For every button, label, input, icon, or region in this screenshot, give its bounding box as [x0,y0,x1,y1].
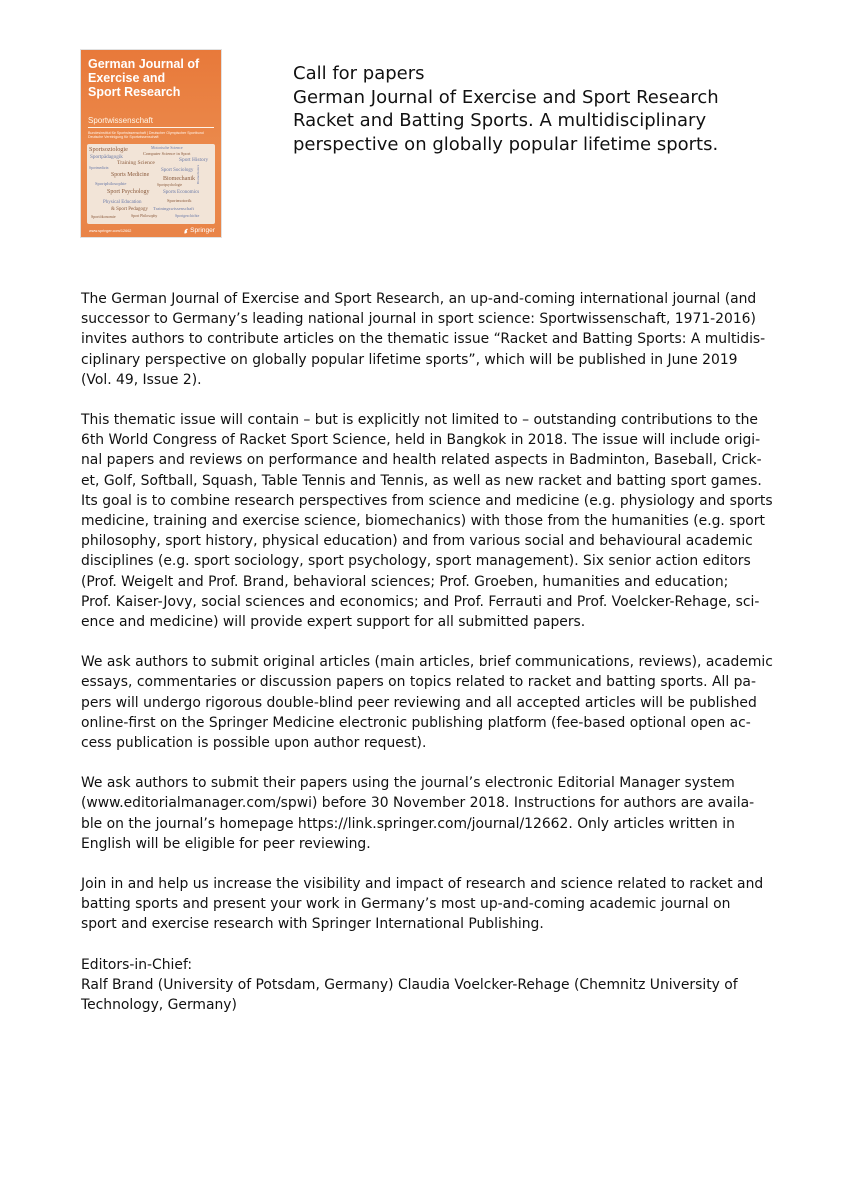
text-line: 6th World Congress of Racket Sport Science, held in Bangkok in 2018. The issue will include origi- [81,432,761,449]
cover-word-cloud [87,144,215,224]
text-line: invites authors to contribute articles on the thematic issue “Racket and Batting Sports: A multidis- [81,331,766,348]
text-line: ble on the journal’s homepage https://link.springer.com/journal/12662. Only articles written in [81,815,735,832]
cover-word: Biomechanics [196,164,200,184]
paragraph-submission-process [81,773,781,854]
cover-word: Sport Sociology [161,168,194,173]
cover-publisher [183,227,215,234]
text-line: We ask authors to submit their papers using the journal’s electronic Editorial Manager system [81,775,735,792]
cover-divider [88,127,214,128]
editors-in-chief [81,955,781,1016]
text-line: disciplines (e.g. sport sociology, sport psychology, sport management). Six senior action editors [81,553,751,570]
text-line: (www.editorialmanager.com/spwi) before 30 November 2018. Instructions for authors are availa- [81,795,755,812]
cover-publisher-name: Springer [190,227,215,234]
cover-word: Trainingswissenschaft [153,206,194,211]
cover-word: Sportmedizin [89,166,109,170]
cover-word: Sport History [179,157,209,163]
cover-url: www.springer.com/12662 [89,229,132,233]
cover-word: Sportgeschichte [175,214,200,218]
springer-horse-icon [183,228,189,234]
cover-word: Sportmotorik [167,198,192,203]
text-line: successor to Germany’s leading national journal in sport science: Sportwissenschaft, 1971-2016) [81,311,756,328]
text-line: (Vol. 49, Issue 2). [81,371,202,388]
text-line: cess publication is possible upon author request). [81,735,427,752]
paragraph-scope [81,410,781,632]
text-line: et, Golf, Softball, Squash, Table Tennis and Tennis, as well as new racket and batting sport games. [81,472,762,489]
paragraph-intro [81,289,781,390]
paragraph-invitation [81,874,781,935]
text-line: Its goal is to combine research perspectives from science and medicine (e.g. physiology and sports [81,492,773,509]
text-line: We ask authors to submit original articles (main articles, brief communications, reviews), academic [81,654,773,671]
text-line: The German Journal of Exercise and Sport Research, an up-and-coming international journal (and [81,291,757,307]
heading-title-line: perspective on globally popular lifetime sports. [293,133,719,155]
heading-title-line: Racket and Batting Sports. A multidisciplinary [293,110,707,131]
text-line: ciplinary perspective on globally popular lifetime sports”, which will be published in June 2019 [81,351,738,368]
text-line: philosophy, sport history, physical education) and from various social and behavioural academic [81,533,753,550]
cover-word: Sportsoziologie [89,146,128,153]
call-for-papers-heading [293,62,813,156]
cover-word: Sport Psychology [107,189,150,195]
text-line: sport and exercise research with Springer International Publishing. [81,916,544,933]
text-line: essays, commentaries or discussion papers on topics related to racket and batting sports. All pa- [81,674,756,691]
text-line: Ralf Brand (University of Potsdam, Germany) Claudia Voelcker-Rehage (Chemnitz University of [81,976,738,993]
text-line: batting sports and present your work in Germany’s most up-and-coming academic journal on [81,896,731,913]
cover-word: Training Science [117,160,155,166]
text-line: nal papers and reviews on performance and health related aspects in Badminton, Baseball, Crick- [81,452,762,469]
article-body [81,289,781,1015]
cover-word: Sportphilosophie [95,181,127,186]
cover-word: Sportpädagogik [90,154,123,160]
heading-journal: German Journal of Exercise and Sport Research [293,86,719,108]
cover-society-text: Bundesinstitut für Sportwissenschaft | Deutscher Olympischer Sportbund Deutsche Vereinigung für Sportwissenschaft [88,131,204,140]
cover-word: Motorische Science [151,145,183,150]
text-line: Technology, Germany) [81,997,237,1014]
journal-cover-image [81,50,221,237]
cover-word: Sports Medicine [111,172,150,178]
cover-title: German Journal of Exercise and Sport Research [88,57,200,99]
cover-word: Computer Science in Sport [143,151,191,156]
cover-word: Sportökonomie [91,214,116,219]
text-line: Prof. Kaiser-Jovy, social sciences and economics; and Prof. Ferrauti and Prof. Voelcker-Rehage, sci- [81,593,760,610]
paragraph-submission-types [81,652,781,753]
text-line: This thematic issue will contain – but is explicitly not limited to – outstanding contributions to the [81,412,758,429]
text-line: medicine, training and exercise science, biomechanics) with those from the humanities (e.g. sport [81,513,765,530]
text-line: (Prof. Weigelt and Prof. Brand, behavioral sciences; Prof. Groeben, humanities and education; [81,573,729,590]
text-line: pers will undergo rigorous double-blind peer reviewing and all accepted articles will be published [81,694,757,711]
text-line: Join in and help us increase the visibility and impact of research and science related to racket and [81,876,764,893]
cover-word: Sports Economics [163,190,200,195]
cover-word: Physical Education [103,200,142,205]
cover-word: Biomechanik [163,176,195,182]
heading-label: Call for papers [293,63,425,84]
cover-word: Sportpsychologie [157,183,183,187]
cover-word: Sport Philosophy [131,214,158,218]
cover-subtitle: Sportwissenschaft [88,116,153,125]
text-line: ence and medicine) will provide expert support for all submitted papers. [81,614,586,631]
text-line: online-first on the Springer Medicine electronic publishing platform (fee-based optional open ac- [81,714,751,731]
text-line: English will be eligible for peer reviewing. [81,835,371,852]
cover-word: & Sport Pedagogy [111,207,148,212]
editors-label: Editors-in-Chief: [81,956,193,973]
